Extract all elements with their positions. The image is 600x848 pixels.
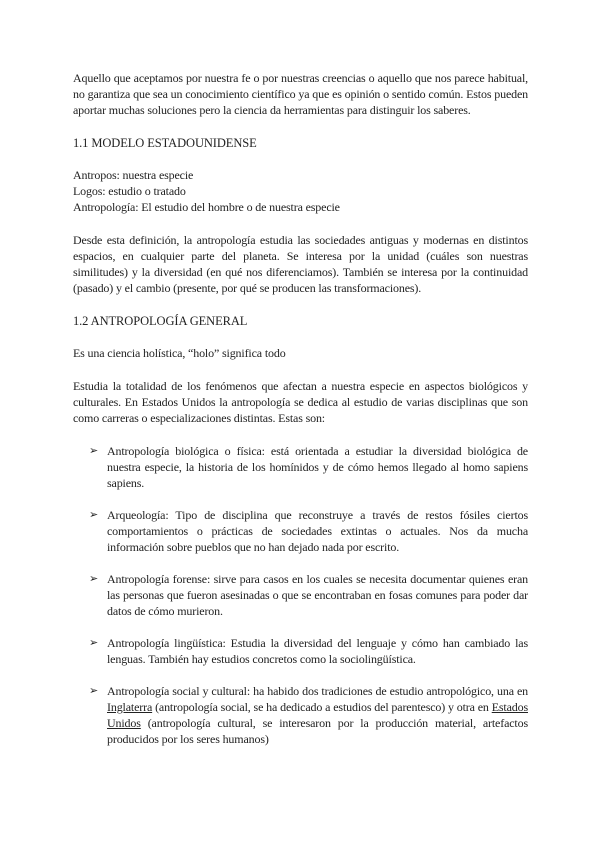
list-item-text-part1: Antropología social y cultural: ha habido dos tradiciones de estudio antropológico, una en — [107, 684, 528, 698]
list-item-text: Arqueología: Tipo de disciplina que reconstruye a través de restos fósiles ciertos comportamientos o prácticas de sociedades extintas o actuales. Nos da mucha información sobre pueblos que no han dejado nada por escrito. — [107, 508, 528, 554]
section-heading-antropologia-general: 1.2 ANTROPOLOGÍA GENERAL — [73, 314, 248, 328]
list-item — [73, 683, 528, 747]
list-item-text-part2: (antropología social, se ha dedicado a estudios del parentesco) y otra en — [152, 700, 492, 714]
list-item — [73, 571, 528, 619]
list-item-text: Antropología lingüística: Estudia la diversidad del lenguaje y cómo han cambiado las lenguas. También hay estudios concretos como la sociolingüística. — [107, 636, 528, 666]
list-item — [73, 507, 528, 555]
list-item-text: Antropología forense: sirve para casos en los cuales se necesita documentar quienes eran las personas que fueron asesinadas o que se encontraban en fosas comunes para poder dar datos de cómo murieron. — [107, 572, 528, 618]
disciplines-intro-paragraph: Estudia la totalidad de los fenómenos que afectan a nuestra especie en aspectos biológicos y culturales. En Estados Unidos la antropología se dedica al estudio de varias disciplinas que son como carreras o especializaciones distintas. Estas son: — [73, 379, 528, 425]
definition-antropos: Antropos: nuestra especie — [73, 168, 194, 182]
intro-paragraph: Aquello que aceptamos por nuestra fe o por nuestras creencias o aquello que nos parece habitual, no garantiza que sea un conocimiento científico ya que es opinión o sentido común. Estos pueden aportar muchas soluciones pero la ciencia da herramientas para distinguir los saberes. — [73, 71, 528, 117]
section-heading-modelo-estadounidense: 1.1 MODELO ESTADOUNIDENSE — [73, 136, 257, 150]
list-item — [73, 635, 528, 667]
list-item-text-part3: (antropología cultural, se interesaron por la producción material, artefactos producidos por los seres humanos) — [107, 716, 528, 746]
definition-logos: Logos: estudio o tratado — [73, 184, 186, 198]
arrow-bullet-icon: ➢ — [89, 636, 99, 649]
arrow-bullet-icon: ➢ — [89, 444, 99, 457]
disciplines-list — [73, 443, 528, 747]
definitions-list — [73, 167, 528, 215]
inglaterra-link[interactable]: Inglaterra — [107, 700, 153, 714]
document-page — [73, 70, 528, 763]
arrow-bullet-icon: ➢ — [89, 684, 99, 697]
arrow-bullet-icon: ➢ — [89, 508, 99, 521]
estados-unidos-link[interactable]: Estados Unidos — [107, 700, 528, 730]
arrow-bullet-icon: ➢ — [89, 572, 99, 585]
definition-paragraph: Desde esta definición, la antropología estudia las sociedades antiguas y modernas en distintos espacios, en cualquier parte del planeta. Se interesa por la unidad (cuáles son nuestras similitudes) y la diversidad (en qué nos diferenciamos). También se interesa por la continuidad (pasado) y el cambio (presente, por qué se producen las transformaciones). — [73, 233, 528, 295]
list-item-text: Antropología biológica o física: está orientada a estudiar la diversidad biológica de nuestra especie, la historia de los homínidos y de cómo hemos llegado al homo sapiens sapiens. — [107, 444, 528, 490]
definition-antropologia: Antropología: El estudio del hombre o de nuestra especie — [73, 200, 340, 214]
list-item — [73, 443, 528, 491]
holistic-sentence: Es una ciencia holística, “holo” significa todo — [73, 346, 286, 360]
